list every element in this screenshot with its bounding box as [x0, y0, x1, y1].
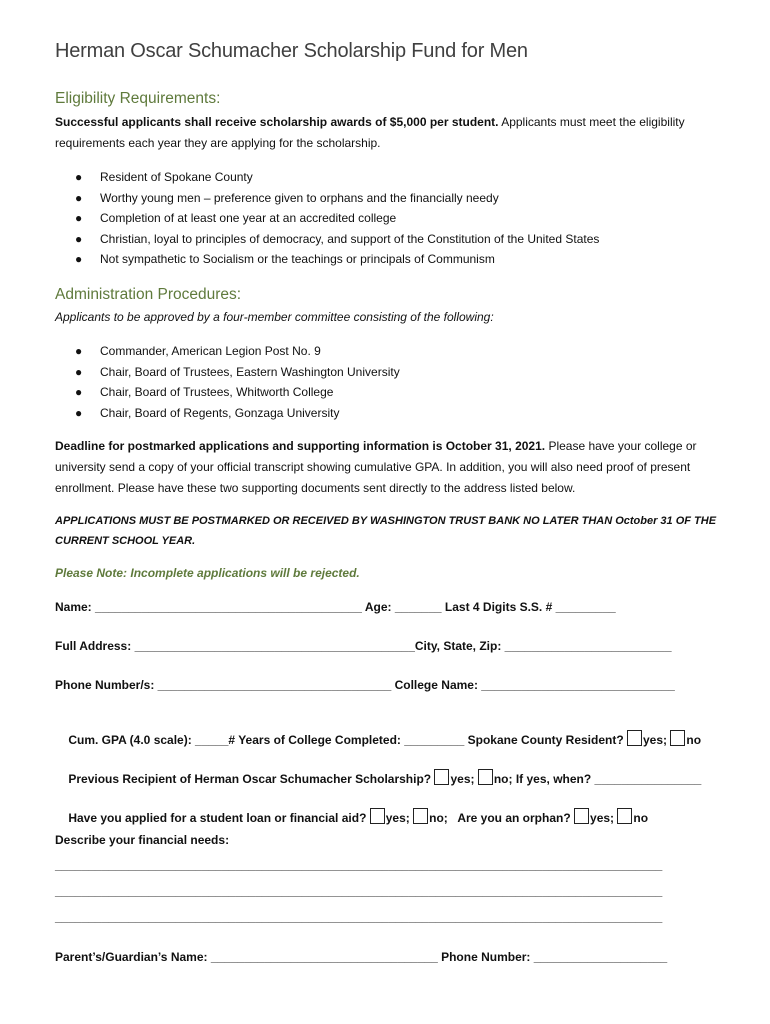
address-field[interactable]: Full Address: __________________________________________City, State, Zip: _________________________: [55, 639, 672, 653]
list-item: ● Completion of at least one year at an accredited college: [75, 208, 599, 229]
resident-no-checkbox[interactable]: [670, 730, 685, 746]
aid-orphan-field: Have you applied for a student loan or financial aid? yes; no; Are you an orphan? yes; no: [55, 794, 648, 839]
financial-needs-line-2[interactable]: ___________________________________________________________________________________________: [55, 884, 663, 898]
list-item: ● Worthy young men – preference given to orphans and the financially needy: [75, 188, 599, 209]
eligibility-list: [75, 167, 599, 270]
phone-college-field[interactable]: Phone Number/s: ___________________________________ College Name: _____________________________: [55, 678, 675, 692]
list-item: ● Christian, loyal to principles of democracy, and support of the Constitution of the United States: [75, 229, 599, 250]
financial-aid-label: Have you applied for a student loan or financial aid?: [68, 811, 370, 825]
list-item: ● Resident of Spokane County: [75, 167, 599, 188]
guardian-phone-field[interactable]: Parent’s/Guardian’s Name: __________________________________ Phone Number: ____________________: [55, 950, 668, 964]
gpa-years-resident-field: Cum. GPA (4.0 scale): _____# Years of College Completed: _________ Spokane County Resident? yes; no: [55, 716, 701, 761]
bullet-icon: ●: [75, 252, 83, 266]
resident-yes-checkbox[interactable]: [627, 730, 642, 746]
bullet-icon: ●: [75, 405, 83, 420]
previous-recipient-field: Previous Recipient of Herman Oscar Schumacher Scholarship? yes; no; If yes, when? ________________: [55, 755, 701, 800]
administration-list: [75, 341, 400, 423]
list-item: ● Commander, American Legion Post No. 9: [75, 341, 400, 362]
list-item: ● Chair, Board of Trustees, Eastern Washington University: [75, 362, 400, 383]
previous-when-field[interactable]: no; If yes, when? ________________: [493, 772, 702, 786]
deadline-details: Please have your college or university send a copy of your official transcript showing cumulative GPA. In addition, you will also need proof of present enrollment. Please have these two supporting documents sent directly to the address listed below.: [55, 439, 697, 495]
bullet-icon: ●: [75, 385, 83, 399]
financial-needs-line-3[interactable]: ___________________________________________________________________________________________: [55, 910, 663, 924]
list-item: ● Not sympathetic to Socialism or the teachings or principals of Communism: [75, 249, 599, 270]
name-age-ssn-field[interactable]: Name: ________________________________________ Age: _______ Last 4 Digits S.S. # _________: [55, 600, 616, 614]
eligibility-heading: Eligibility Requirements:: [55, 90, 221, 107]
administration-intro: Applicants to be approved by a four-member committee consisting of the following:: [55, 310, 494, 324]
financial-needs-line-1[interactable]: ___________________________________________________________________________________________: [55, 858, 663, 872]
award-statement: Successful applicants shall receive scholarship awards of $5,000 per student.: [55, 115, 499, 129]
gpa-years-label[interactable]: Cum. GPA (4.0 scale): _____# Years of College Completed: _________ Spokane County Resident?: [68, 733, 627, 747]
deadline-paragraph: [55, 436, 715, 499]
orphan-label: Are you an orphan?: [457, 811, 575, 825]
financial-needs-label: Describe your financial needs:: [55, 833, 230, 847]
postmark-notice: APPLICATIONS MUST BE POSTMARKED OR RECEIVED BY WASHINGTON TRUST BANK NO LATER THAN October 31 OF THE CURRENT SCHOOL YEAR.: [55, 515, 717, 547]
list-item: ● Chair, Board of Trustees, Whitworth College: [75, 382, 400, 403]
previous-no-checkbox[interactable]: [478, 769, 493, 785]
incomplete-note: Please Note: Incomplete applications will be rejected.: [55, 566, 360, 580]
previous-yes-checkbox[interactable]: [434, 769, 449, 785]
previous-recipient-label: Previous Recipient of Herman Oscar Schumacher Scholarship?: [68, 772, 435, 786]
bullet-icon: ●: [75, 364, 83, 379]
bullet-icon: ●: [75, 231, 83, 246]
bullet-icon: ●: [75, 344, 83, 358]
aid-yes-checkbox[interactable]: [370, 808, 385, 824]
orphan-yes-checkbox[interactable]: [574, 808, 589, 824]
bullet-icon: ●: [75, 170, 83, 184]
deadline-statement: Deadline for postmarked applications and supporting information is October 31, 2021.: [55, 439, 546, 453]
list-item: ● Chair, Board of Regents, Gonzaga University: [75, 403, 400, 424]
bullet-icon: ●: [75, 211, 83, 225]
aid-no-checkbox[interactable]: [413, 808, 428, 824]
eligibility-intro: [55, 112, 715, 154]
orphan-no-checkbox[interactable]: [617, 808, 632, 824]
bullet-icon: ●: [75, 190, 83, 205]
page-title: Herman Oscar Schumacher Scholarship Fund for Men: [55, 40, 528, 62]
eligibility-intro-rest: Applicants must meet the eligibility requirements each year they are applying for the scholarship.: [55, 115, 685, 150]
administration-heading: Administration Procedures:: [55, 286, 242, 303]
